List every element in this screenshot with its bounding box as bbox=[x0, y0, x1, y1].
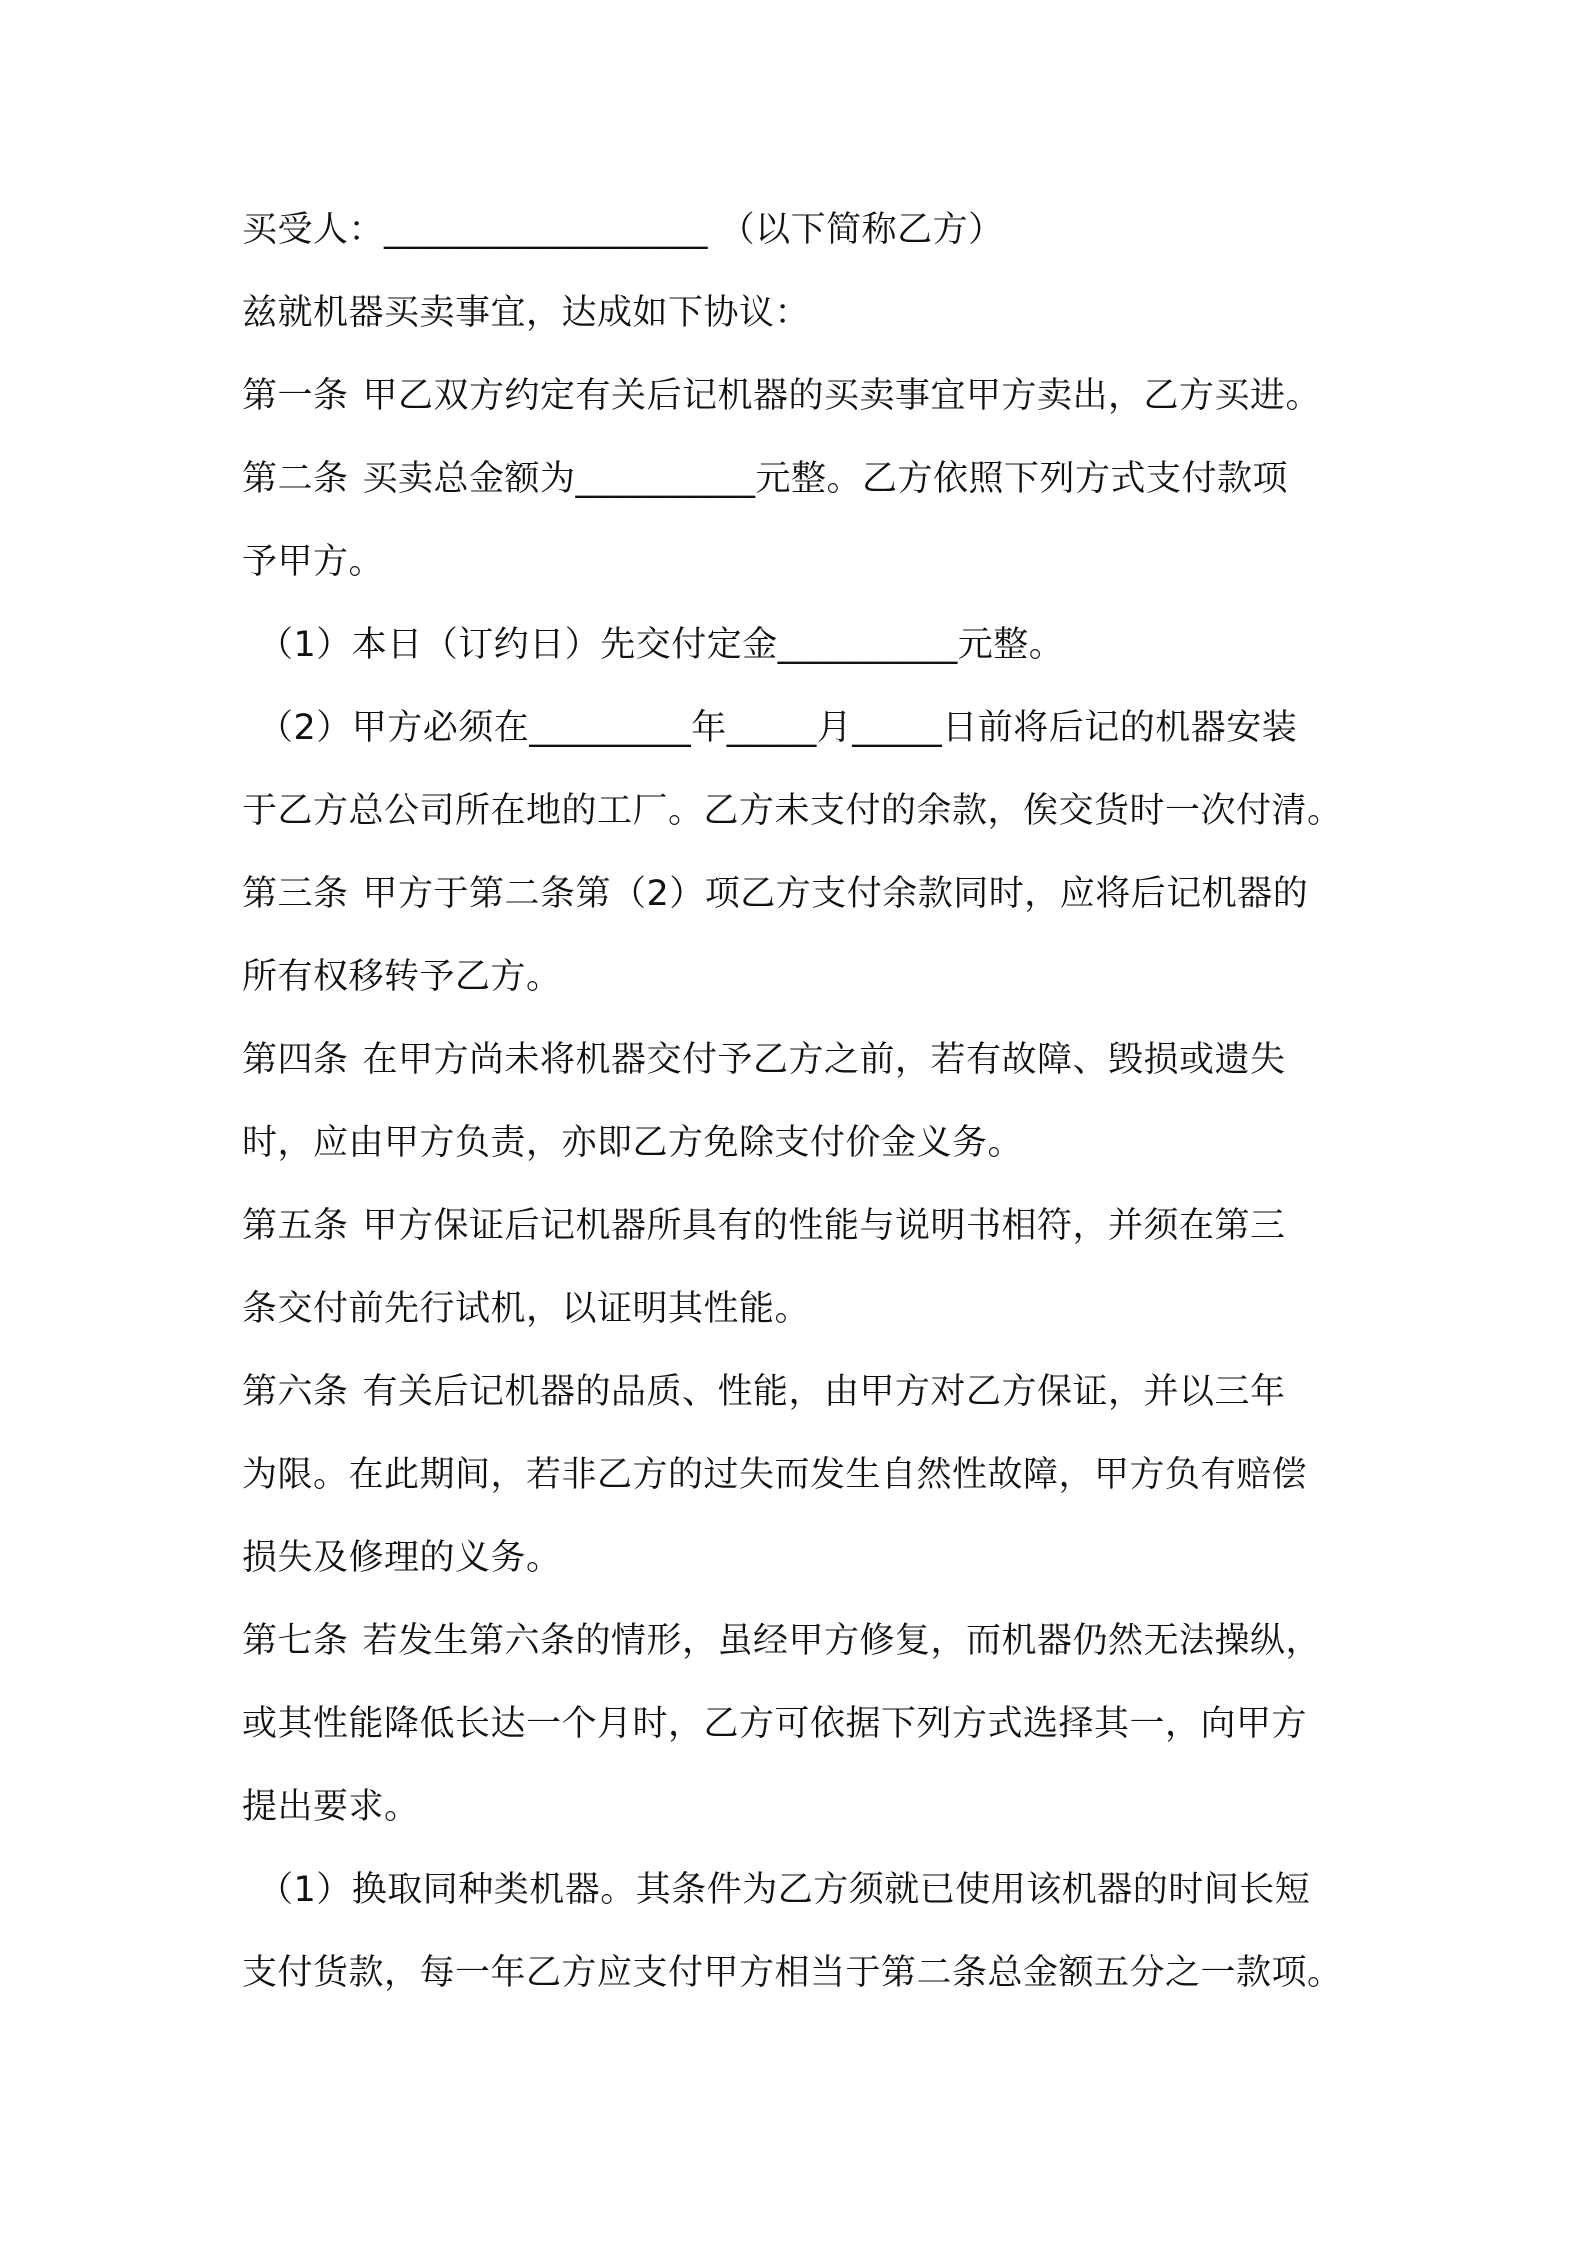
article-2-item-2-line-1: （2）甲方必须在_________年_____月_____日前将后记的机器安装 bbox=[258, 708, 1298, 748]
article-1-line-1: 第一条 甲乙双方约定有关后记机器的买卖事宜甲方卖出，乙方买进。 bbox=[242, 376, 1322, 416]
buyer-line: 买受人：__________________ （以下简称乙方） bbox=[242, 210, 1004, 250]
article-label: 第一条 bbox=[242, 376, 349, 416]
article-2-item-2-line-2: 于乙方总公司所在地的工厂。乙方未支付的余款，俟交货时一次付清。 bbox=[242, 791, 1343, 831]
preamble-line: 兹就机器买卖事宜，达成如下协议： bbox=[242, 293, 811, 333]
article-2-line-1: 第二条 买卖总金额为__________元整。乙方依照下列方式支付款项 bbox=[242, 459, 1289, 499]
article-label: 第二条 bbox=[242, 459, 349, 499]
article-4-line-1: 第四条 在甲方尚未将机器交付予乙方之前，若有故障、毁损或遗失 bbox=[242, 1040, 1286, 1080]
article-6-line-2: 为限。在此期间，若非乙方的过失而发生自然性故障，甲方负有赔偿 bbox=[242, 1455, 1308, 1495]
article-3-line-1: 第三条 甲方于第二条第（2）项乙方支付余款同时，应将后记机器的 bbox=[242, 874, 1309, 914]
article-label: 第六条 bbox=[242, 1372, 349, 1412]
article-5-line-1: 第五条 甲方保证后记机器所具有的性能与说明书相符，并须在第三 bbox=[242, 1206, 1286, 1246]
article-label: 第三条 bbox=[242, 874, 349, 914]
article-5-line-2: 条交付前先行试机，以证明其性能。 bbox=[242, 1289, 811, 1329]
article-label: 第四条 bbox=[242, 1040, 349, 1080]
article-6-line-3: 损失及修理的义务。 bbox=[242, 1538, 562, 1578]
article-7-item-1-line-1: （1）换取同种类机器。其条件为乙方须就已使用该机器的时间长短 bbox=[258, 1870, 1311, 1910]
article-7-line-2: 或其性能降低长达一个月时，乙方可依据下列方式选择其一，向甲方 bbox=[242, 1704, 1308, 1744]
article-7-item-1-line-2: 支付货款，每一年乙方应支付甲方相当于第二条总金额五分之一款项。 bbox=[242, 1953, 1343, 1993]
article-2-item-1: （1）本日（订约日）先交付定金__________元整。 bbox=[258, 625, 1065, 665]
article-3-line-2: 所有权移转予乙方。 bbox=[242, 957, 562, 997]
article-label: 第五条 bbox=[242, 1206, 349, 1246]
article-6-line-1: 第六条 有关后记机器的品质、性能，由甲方对乙方保证，并以三年 bbox=[242, 1372, 1286, 1412]
article-label: 第七条 bbox=[242, 1621, 349, 1661]
article-4-line-2: 时，应由甲方负责，亦即乙方免除支付价金义务。 bbox=[242, 1123, 1024, 1163]
article-2-line-2: 予甲方。 bbox=[242, 542, 385, 582]
article-7-line-1: 第七条 若发生第六条的情形，虽经甲方修复，而机器仍然无法操纵， bbox=[242, 1621, 1322, 1661]
article-7-line-3: 提出要求。 bbox=[242, 1787, 420, 1827]
